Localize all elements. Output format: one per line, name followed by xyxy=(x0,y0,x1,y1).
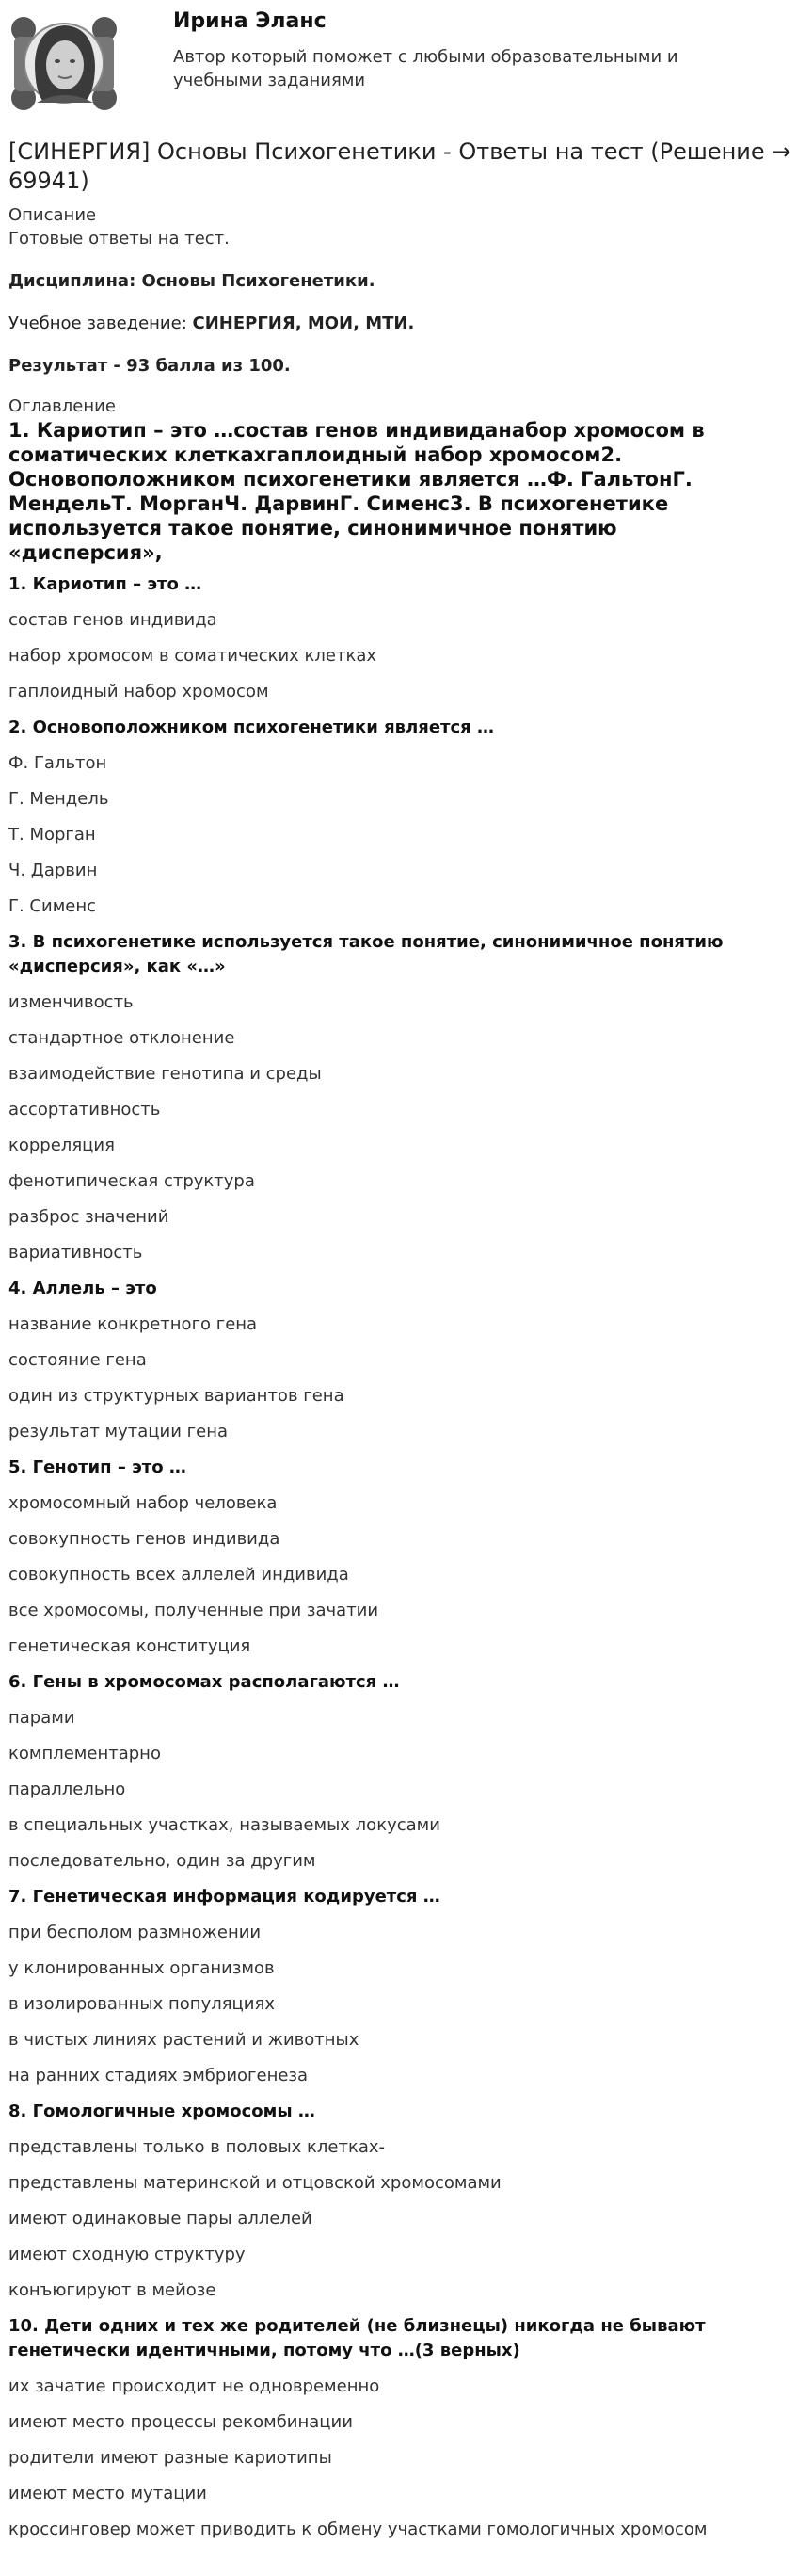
description-text: Готовые ответы на тест. xyxy=(8,229,230,249)
answer-option: изменчивость xyxy=(8,992,134,1012)
author-name[interactable]: Ирина Эланс xyxy=(173,9,327,33)
answer-option: ассортативность xyxy=(8,1100,161,1119)
question-block xyxy=(8,1277,789,1444)
question-block xyxy=(8,2100,789,2303)
question-block xyxy=(8,1456,789,1659)
answer-option: имеют сходную структуру xyxy=(8,2245,246,2264)
answer-option: состав генов индивида xyxy=(8,610,217,630)
question-text: 3. В психогенетике используется такое понятие, синонимичное понятию «дисперсия», как «…» xyxy=(8,932,724,976)
answer-option: вариативность xyxy=(8,1243,143,1263)
answer-option: при бесполом размножении xyxy=(8,1923,262,1942)
answer-option: имеют одинаковые пары аллелей xyxy=(8,2209,312,2229)
answer-option: состояние гена xyxy=(8,1350,147,1370)
answer-option: последовательно, один за другим xyxy=(8,1851,316,1871)
answer-option: гаплоидный набор хромосом xyxy=(8,682,269,701)
answer-option: в специальных участках, называемых локусами xyxy=(8,1815,440,1835)
answer-option: представлены материнской и отцовской хромосомами xyxy=(8,2173,502,2193)
question-text: 5. Генотип – это … xyxy=(8,1457,186,1477)
answer-option: в чистых линиях растений и животных xyxy=(8,2030,359,2050)
question-text: 4. Аллель – это xyxy=(8,1279,157,1298)
question-text: 7. Генетическая информация кодируется … xyxy=(8,1887,440,1907)
answer-option: представлены только в половых клетках- xyxy=(8,2137,386,2157)
answer-option: набор хромосом в соматических клетках xyxy=(8,646,377,666)
institution-line: Учебное заведение: СИНЕРГИЯ, МОИ, МТИ. xyxy=(8,314,415,333)
answer-option: родители имеют разные кариотипы xyxy=(8,2448,332,2468)
page-title: [СИНЕРГИЯ] Основы Психогенетики - Ответы на тест (Решение → 69941) xyxy=(8,138,791,194)
answer-option: в изолированных популяциях xyxy=(8,1994,275,2014)
questions-list xyxy=(8,572,789,2542)
answer-option: Г. Мендель xyxy=(8,789,109,809)
answer-option: комплементарно xyxy=(8,1744,161,1763)
answer-option: стандартное отклонение xyxy=(8,1028,235,1048)
answer-option: хромосомный набор человека xyxy=(8,1493,278,1513)
answer-option: у клонированных организмов xyxy=(8,1958,275,1978)
author-description: Автор который поможет с любыми образовательными и учебными заданиями xyxy=(173,47,678,90)
answer-option: название конкретного гена xyxy=(8,1314,258,1334)
answer-option: имеют место мутации xyxy=(8,2484,207,2504)
answer-option: Ч. Дарвин xyxy=(8,861,98,880)
question-block xyxy=(8,2314,789,2542)
answer-option: конъюгируют в мейозе xyxy=(8,2280,216,2300)
answer-option: на ранних стадиях эмбриогенеза xyxy=(8,2066,309,2085)
toc-content: 1. Кариотип – это …состав генов индивиданабор хромосом в соматических клеткахгаплоидный набор хромосом2. Основоположником психогенетики является …Ф. ГальтонГ. МендельТ. МорганЧ. ДарвинГ. Сименс3. В психогенетике используется такое понятие, синонимичное понятию «дисперсия», xyxy=(8,419,705,564)
question-text: 8. Гомологичные хромосомы … xyxy=(8,2101,315,2121)
question-block xyxy=(8,716,789,919)
answer-option: генетическая конституция xyxy=(8,1636,251,1656)
answer-option: их зачатие происходит не одновременно xyxy=(8,2376,380,2396)
answer-option: один из структурных вариантов гена xyxy=(8,1386,344,1406)
question-text: 6. Гены в хромосомах располагаются … xyxy=(8,1672,400,1692)
question-text: 1. Кариотип – это … xyxy=(8,574,202,594)
question-block xyxy=(8,1670,789,1874)
main-content xyxy=(8,203,789,2553)
answer-option: корреляция xyxy=(8,1135,115,1155)
question-block xyxy=(8,572,789,704)
question-block xyxy=(8,1885,789,2088)
answer-option: параллельно xyxy=(8,1779,126,1799)
answer-option: фенотипическая структура xyxy=(8,1171,255,1191)
answer-option: Т. Морган xyxy=(8,825,96,845)
discipline-line: Дисциплина: Основы Психогенетики. xyxy=(8,271,375,291)
question-block xyxy=(8,930,789,1265)
description-label: Описание xyxy=(8,205,97,225)
question-text: 10. Дети одних и тех же родителей (не близнецы) никогда не бывают генетически идентичными, потому что …(3 верных) xyxy=(8,2316,706,2360)
answer-option: Г. Сименс xyxy=(8,896,97,916)
author-card xyxy=(0,0,797,132)
answer-option: все хромосомы, полученные при зачатии xyxy=(8,1601,379,1620)
answer-option: взаимодействие генотипа и среды xyxy=(8,1064,322,1084)
answer-option: результат мутации гена xyxy=(8,1422,229,1441)
answer-option: Ф. Гальтон xyxy=(8,753,107,773)
result-line: Результат - 93 балла из 100. xyxy=(8,356,291,376)
answer-option: разброс значений xyxy=(8,1207,169,1227)
answer-option: кроссинговер может приводить к обмену участками гомологичных хромосом xyxy=(8,2520,708,2539)
toc-label: Оглавление xyxy=(8,396,116,416)
answer-option: совокупность всех аллелей индивида xyxy=(8,1565,349,1585)
answer-option: парами xyxy=(8,1708,75,1728)
author-avatar[interactable] xyxy=(8,8,120,119)
answer-option: имеют место процессы рекомбинации xyxy=(8,2412,353,2432)
question-text: 2. Основоположником психогенетики является … xyxy=(8,717,494,737)
answer-option: совокупность генов индивида xyxy=(8,1529,280,1549)
